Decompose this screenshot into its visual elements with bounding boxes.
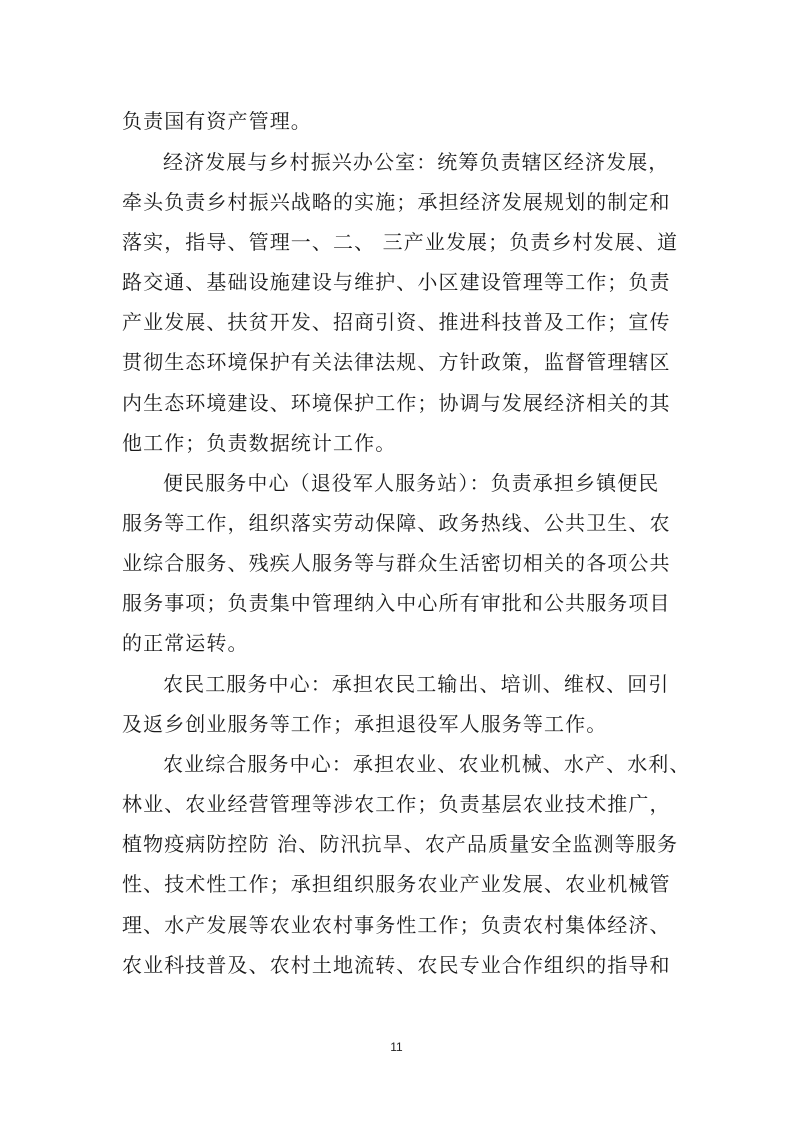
text-line: 产业发展、扶贫开发、招商引资、推进科技普及工作；宣传 (122, 310, 671, 334)
text-line: 业综合服务、残疾人服务等与群众生活密切相关的各项公共 (122, 551, 671, 575)
text-line: 贯彻生态环境保护有关法律法规、方针政策，监督管理辖区 (122, 350, 671, 374)
text-line: 农业综合服务中心：承担农业、农业机械、水产、水利、 (163, 752, 691, 776)
text-line: 及返乡创业服务等工作；承担退役军人服务等工作。 (122, 712, 608, 736)
text-line: 路交通、基础设施建设与维护、小区建设管理等工作；负责 (122, 270, 671, 294)
text-line: 他工作；负责数据统计工作。 (122, 431, 397, 455)
text-line: 理、水产发展等农业农村事务性工作；负责农村集体经济、 (122, 913, 671, 937)
text-line: 服务事项；负责集中管理纳入中心所有审批和公共服务项目 (122, 591, 671, 615)
text-line: 植物疫病防控防 治、防汛抗旱、农产品质量安全监测等服务 (122, 832, 679, 856)
text-line: 服务等工作，组织落实劳动保障、政务热线、公共卫生、农 (122, 511, 671, 535)
text-line: 落实，指导、管理一、二、 三产业发展；负责乡村发展、道 (122, 230, 679, 254)
text-line: 内生态环境建设、环境保护工作；协调与发展经济相关的其 (122, 391, 671, 415)
text-line: 经济发展与乡村振兴办公室：统筹负责辖区经济发展， (163, 150, 670, 174)
text-line: 的正常运转。 (122, 631, 249, 655)
text-line: 性、技术性工作；承担组织服务农业产业发展、农业机械管 (122, 872, 671, 896)
text-line: 牵头负责乡村振兴战略的实施；承担经济发展规划的制定和 (122, 190, 671, 214)
text-line: 农民工服务中心：承担农民工输出、培训、维权、回引 (163, 672, 670, 696)
text-line: 林业、农业经营管理等涉农工作；负责基层农业技术推广， (122, 792, 671, 816)
page-number: 11 (390, 1040, 403, 1054)
text-line: 农业科技普及、农村土地流转、农民专业合作组织的指导和 (122, 953, 671, 977)
text-line: 负责国有资产管理。 (122, 109, 312, 133)
text-line: 便民服务中心（退役军人服务站）：负责承担乡镇便民 (163, 471, 660, 495)
